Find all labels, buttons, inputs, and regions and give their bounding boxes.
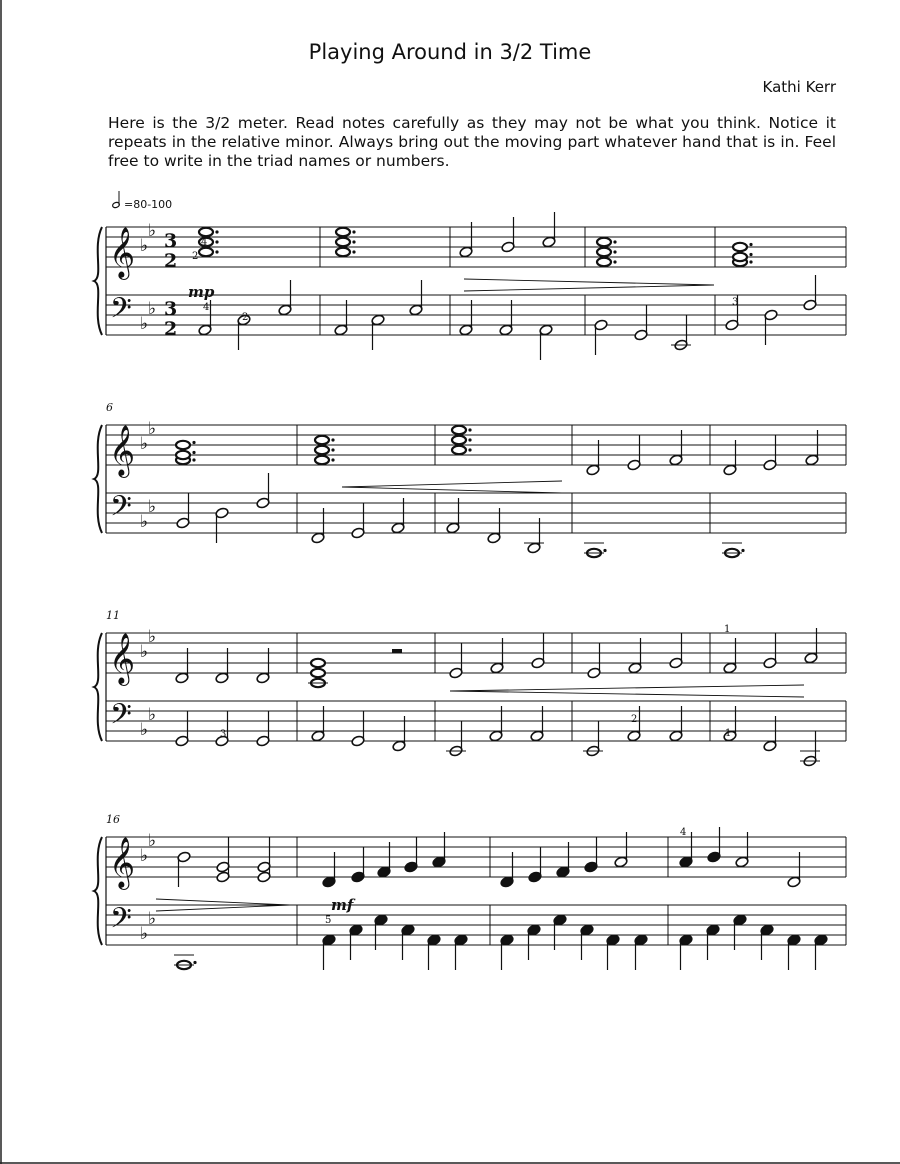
treble-clef: 𝄞 [109,227,136,278]
bass-note [527,924,541,960]
dot [192,458,195,461]
bass-note [760,924,774,960]
fingering: 5 [325,915,332,926]
bass-note [606,934,620,970]
grand-staff-brace [94,227,102,335]
time-signature-top: 3 [164,230,178,252]
treble-note [176,441,196,464]
dot [741,549,744,552]
bass-note [679,934,693,970]
treble-clef: 𝄞 [109,837,136,888]
flat-sign: ♭ [148,909,157,929]
treble-note [351,847,365,883]
bass-note [706,924,720,960]
time-signature-bottom: 2 [164,318,178,340]
fingering: 3 [732,297,739,308]
bass-note [349,924,363,960]
treble-note [452,426,472,454]
hairpin-line [450,685,804,691]
notehead [597,238,611,246]
fingering: 2 [631,714,638,725]
bass-note [215,507,229,543]
treble-note [501,217,515,253]
fingering: 1 [725,728,732,739]
bass-note [175,711,189,747]
notehead [199,248,213,256]
flat-sign: ♭ [148,299,157,319]
treble-note [336,228,356,256]
dot [352,230,355,233]
bass-note [586,721,600,757]
bass-note [351,503,365,539]
hairpin-line [464,285,714,291]
hairpin-line [156,899,290,905]
treble-note [707,827,721,863]
dot [613,260,616,263]
treble-staff [106,837,846,877]
notehead [336,238,350,246]
flat-sign: ♭ [148,627,157,647]
bass-note [449,721,463,757]
bass-note [351,711,365,747]
flat-sign: ♭ [140,924,149,944]
bass-note [634,305,648,341]
diminuendo-hairpin [464,279,714,291]
treble-clef: 𝄞 [109,633,136,684]
bass-note [803,731,817,767]
bass-note [787,934,801,970]
bass-note [814,934,828,970]
dot [352,250,355,253]
hairpin-line [342,481,562,487]
notehead [311,659,325,667]
treble-note [177,851,191,887]
grand-staff-brace [94,633,102,741]
treble-clef: 𝄞 [109,425,136,476]
notehead [315,446,329,454]
bass-clef: 𝄢 [110,698,132,738]
notehead [597,258,611,266]
notehead [336,248,350,256]
dot [215,230,218,233]
fingering: 4 [680,827,687,838]
flat-sign: ♭ [148,705,157,725]
dot [468,438,471,441]
notehead [733,243,747,251]
time-signature-top: 3 [164,298,178,320]
flat-sign: ♭ [148,497,157,517]
instructions-text: Here is the 3/2 meter. Read notes carefully as they may not be what you think. Notice it repeats in the relative minor. Always bring out the moving part whatever hand that is in. Feel free to write in the triad names or numbers. [108,114,836,170]
bass-note [409,280,423,316]
dot [215,250,218,253]
hairpin-line [156,905,290,911]
treble-note [584,837,598,873]
bass-note [539,324,553,360]
notehead [733,253,747,261]
notehead [336,228,350,236]
notehead [176,451,190,459]
dot [603,549,606,552]
fingering: 3 [220,729,227,740]
bass-note [500,934,514,970]
bass-clef: 𝄢 [110,490,132,530]
dot [193,961,196,964]
page-title: Playing Around in 3/2 Time [308,40,592,64]
hairpin-line [450,691,804,697]
dot [613,250,616,253]
bass-note [278,280,292,316]
fingering: 4 [203,302,210,313]
fingering: 4 [201,237,208,248]
treble-note [627,435,641,471]
dot [613,240,616,243]
flat-sign: ♭ [140,846,149,866]
treble-note [531,633,545,669]
treble-note [404,837,418,873]
flat-sign: ♭ [140,434,149,454]
dot [192,441,195,444]
dot [192,451,195,454]
bass-note [594,319,608,355]
flat-sign: ♭ [148,831,157,851]
measure-number: 6 [106,401,113,414]
treble-note [597,238,617,266]
treble-note [733,243,753,266]
notehead [452,436,466,444]
composer-name: Kathi Kerr [762,78,836,96]
treble-note [216,837,230,883]
crescendo-hairpin [342,481,562,493]
hairpin-line [342,487,562,493]
flat-sign: ♭ [140,314,149,334]
dot [352,240,355,243]
flat-sign: ♭ [140,512,149,532]
notehead [597,248,611,256]
bass-note [371,314,385,350]
grand-staff-brace [94,837,102,945]
dot [331,438,334,441]
tempo-marking: =80-100 [124,198,173,211]
treble-note [257,837,271,883]
hairpin-line [464,279,714,285]
crescendo-hairpin [450,685,804,697]
notehead [452,446,466,454]
dot [468,428,471,431]
treble-note [763,633,777,669]
bass-note [580,924,594,960]
bass-note [764,309,778,345]
bass-note [256,473,270,509]
fingering: 2 [192,251,199,262]
flat-sign: ♭ [140,720,149,740]
fingering: 1 [724,624,731,635]
treble-note [669,633,683,669]
notehead [452,426,466,434]
bass-note [454,934,468,970]
bass-note [634,934,648,970]
bass-note [803,275,817,311]
bass-note [427,934,441,970]
bass-clef: 𝄢 [110,292,132,332]
dynamic-marking: mp [188,283,215,301]
dot [749,260,752,263]
flat-sign: ♭ [148,419,157,439]
measure-number: 16 [106,813,120,826]
notehead [315,436,329,444]
time-signature-bottom: 2 [164,250,178,272]
treble-note [315,436,335,464]
treble-note [763,435,777,471]
bass-note [674,315,688,351]
bass-clef: 𝄢 [110,902,132,942]
bass-note [322,934,336,970]
flat-sign: ♭ [140,642,149,662]
measure-number: 11 [106,609,120,622]
half-rest [392,649,402,653]
dot [468,448,471,451]
dot [749,243,752,246]
grand-staff-brace [94,425,102,533]
bass-note [176,493,190,529]
bass-note [256,711,270,747]
notehead [199,228,213,236]
notehead [311,669,325,677]
notehead [315,456,329,464]
notehead [176,441,190,449]
dot [215,240,218,243]
treble-note [542,212,556,248]
dot [331,458,334,461]
treble-note [449,643,463,679]
flat-sign: ♭ [148,221,157,241]
flat-sign: ♭ [140,236,149,256]
bass-note [401,924,415,960]
dynamic-marking: mf [331,896,354,914]
treble-note [528,847,542,883]
dot [749,253,752,256]
dot [331,448,334,451]
fingering: 2 [242,312,249,323]
treble-note [587,643,601,679]
